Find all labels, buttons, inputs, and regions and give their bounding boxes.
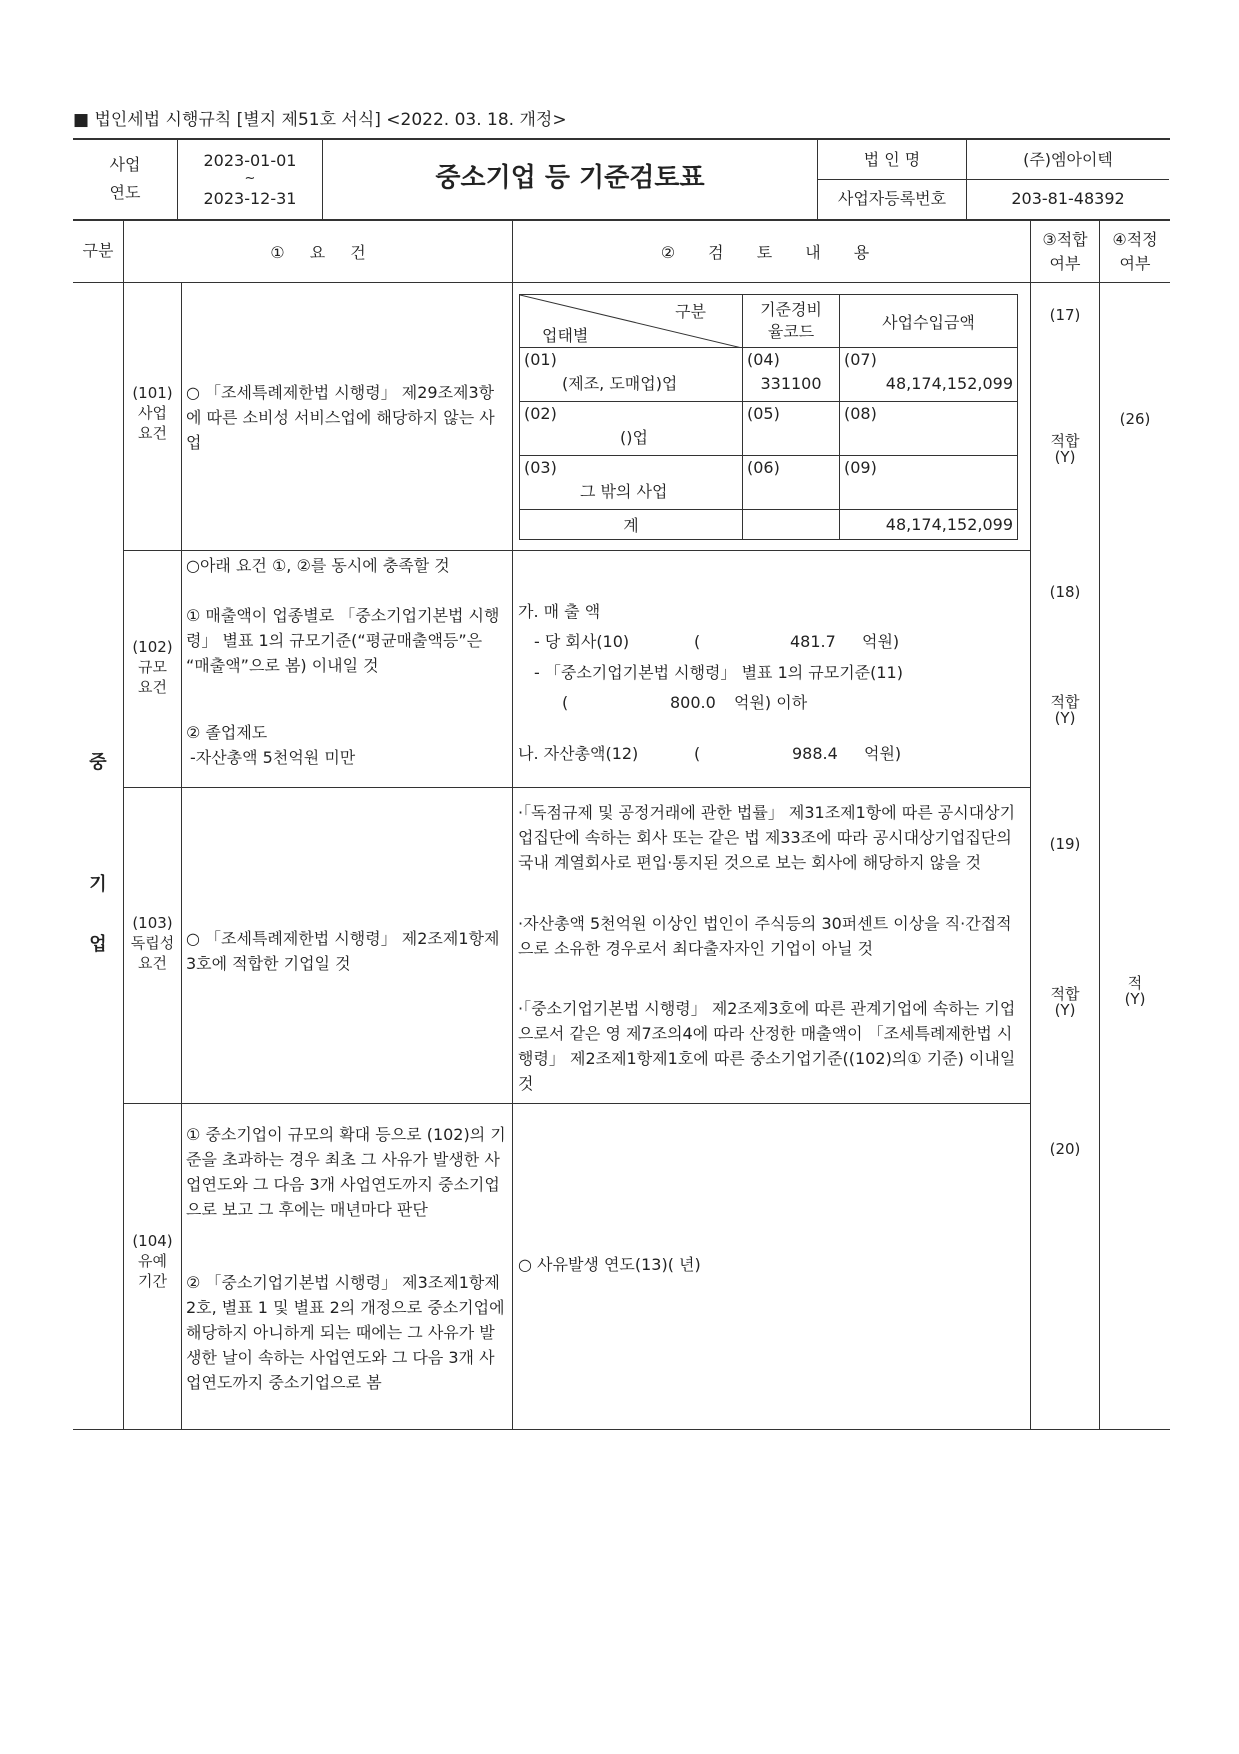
col-fit3-a: ③적합 [1042,230,1088,249]
col-fit3-b: 여부 [1049,254,1081,273]
code-no: (05) [747,404,780,423]
row-no: (03) [524,458,557,477]
row101-name-1: 사업 [138,404,167,422]
row102-code: (102) [132,638,173,656]
side-label-2: 기 [89,874,107,895]
row102-fit-y: (Y) [1054,709,1076,727]
row104-fit-code: (20) [1049,1140,1081,1158]
row102-req-2: ① 매출액이 업종별로 「중소기업기본법 시행령」 별표 1의 규모기준(“평균매출액등”은 “매출액”으로 봄) 이내일 것 [186,606,500,675]
row103-rev-3: ·「중소기업기본법 시행령」 제2조제3호에 따른 관계기업에 속하는 기업으로서 같은 영 제7조의4에 따라 산정한 매출액이 「조세특례제한법 시행령」 제2조제1항제1호에 따른 중소기업기준((102)의① 기준) 이내일 것 [518,999,1016,1093]
rule [73,219,1170,221]
row102-rev-4b: 800.0 [670,693,716,712]
row101-fit-y: (Y) [1054,448,1076,466]
row102-rev-4a: ( [562,693,569,712]
industry-table-upte: 업태별 [542,326,589,345]
row102-name-1: 규모 [138,658,167,676]
form-header-note: ■ 법인세법 시행규칙 [별지 제51호 서식] <2022. 03. 18. 개정> [73,110,567,130]
row103-name-2: 요건 [138,954,167,972]
amt-no: (08) [844,404,877,423]
reg-no: 203-81-48392 [1011,189,1125,208]
col4-fit: 적 [1127,974,1143,992]
col4-code: (26) [1119,410,1151,428]
table-total-row [520,510,1018,540]
row104-code: (104) [132,1232,173,1250]
industry-table-corner [520,295,743,348]
row102-rev-2d: 억원) [862,632,900,651]
row102-rev-3: - 「중소기업기본법 시행령」 별표 1의 규모기준(11) [534,663,903,682]
table-cell [520,456,743,510]
code-no: (06) [747,458,780,477]
row103-code: (103) [132,914,173,932]
row101-requirement: ○ 「조세특례제한법 시행령」 제29조제3항에 따른 소비성 서비스업에 해당하지 않는 사업 [186,383,495,452]
row102-rev-1: 가. 매 출 액 [518,602,601,621]
row-name: 그 밖의 사업 [580,482,668,501]
reg-no-label: 사업자등록번호 [837,189,947,208]
divider [512,220,513,1430]
row102-fit-code: (18) [1049,583,1081,601]
row102-rev-5a: 나. 자산총액(12) [518,744,639,763]
row-name: (제조, 도매업)업 [562,374,678,393]
divider [181,283,182,1430]
col-fit4-b: 여부 [1119,254,1151,273]
row103-fit-code: (19) [1049,835,1081,853]
rule [123,550,1031,551]
year-label-2: 연도 [109,183,141,202]
rule [123,1103,1031,1104]
table-cell [520,348,743,402]
row103-requirement: ○ 「조세특례제한법 시행령」 제2조제1항제3호에 적합한 기업일 것 [186,929,500,973]
page-title: 중소기업 등 기준검토표 [435,163,705,193]
total-label: 계 [520,510,743,540]
table-cell [840,348,1018,402]
row102-rev-2b: ( [694,632,701,651]
rule [73,138,1170,140]
row103-fit: 적합 [1050,985,1080,1003]
table-row [520,456,1018,510]
row101-name-2: 요건 [138,424,167,442]
divider [1030,220,1031,1430]
col-requirement: ① 요 건 [270,243,366,262]
row102-req-1: ○아래 요건 ①, ②를 동시에 충족할 것 [186,556,450,575]
row102-fit: 적합 [1050,693,1080,711]
row104-req-2: ② 「중소기업기본법 시행령」 제3조제1항제2호, 별표 1 및 별표 2의 개정으로 중소기업에 해당하지 아니하게 되는 때에는 그 사유가 발생한 날이 속하는 사업연도와 그 다음 3개 사업연도까지 중소기업으로 봄 [186,1273,505,1392]
col-fit4-a: ④적정 [1112,230,1158,249]
row-no: (02) [524,404,557,423]
period-tilde: ~ [244,171,256,186]
table-row [520,348,1018,402]
row102-rev-2a: - 당 회사(10) [534,632,630,651]
side-label-1: 중 [89,752,107,773]
divider [1099,220,1100,1430]
year-label-1: 사업 [109,155,141,174]
row104-review: ○ 사유발생 연도(13)( 년) [518,1255,701,1274]
industry-table-code-header [743,295,840,348]
industry-table-gubun: 구분 [675,302,706,321]
row104-name-2: 기간 [138,1272,167,1290]
table-cell [743,348,840,402]
row102-rev-4c: 억원) 이하 [734,693,808,712]
amt-no: (07) [844,350,877,369]
row103-rev-1: ·「독점규제 및 공정거래에 관한 법률」 제31조제1항에 따른 공시대상기업집단에 속하는 회사 또는 같은 법 제33조에 따라 공시대상기업집단의 국내 계열회사로 편입·통지된 것으로 보는 회사에 해당하지 않을 것 [518,803,1016,872]
row104-req-1: ① 중소기업이 규모의 확대 등으로 (102)의 기준을 초과하는 경우 최초 그 사유가 발생한 사업연도와 그 다음 3개 사업연도까지 중소기업으로 보고 그 후에는 매년마다 판단 [186,1125,506,1219]
row103-rev-2: ·자산총액 5천억원 이상인 법인이 주식등의 30퍼센트 이상을 직·간접적으로 소유한 경우로서 최다출자자인 기업이 아닐 것 [518,914,1012,958]
table-row [520,402,1018,456]
code-header-1: 기준경비 [760,300,822,319]
row104-name-1: 유예 [138,1252,167,1270]
code-no: (04) [747,350,780,369]
amt-value: 48,174,152,099 [885,374,1013,393]
row103-fit-y: (Y) [1054,1001,1076,1019]
side-label-3: 업 [89,934,107,955]
row-name: ()업 [620,428,648,447]
row101-code: (101) [132,384,173,402]
col4-fit-y: (Y) [1124,990,1146,1008]
code-header-2: 율코드 [767,322,815,341]
row103-name-1: 독립성 [130,934,175,952]
row102-rev-2c: 481.7 [790,632,836,651]
row102-name-2: 요건 [138,678,167,696]
amt-no: (09) [844,458,877,477]
rule [73,1429,1170,1430]
table-cell [840,402,1018,456]
corp-name-label: 법 인 명 [863,150,921,169]
row-no: (01) [524,350,557,369]
period-end: 2023-12-31 [203,189,297,208]
row102-rev-5b: ( [694,744,701,763]
table-cell [520,402,743,456]
row101-fit-code: (17) [1049,306,1081,324]
col-category: 구분 [82,241,114,260]
corp-name: (주)엠아이텍 [1023,150,1113,169]
table-cell [840,456,1018,510]
table-cell [743,456,840,510]
row102-req-4: -자산총액 5천억원 미만 [190,748,356,767]
row101-fit: 적합 [1050,432,1080,450]
rule [817,179,1169,180]
col-review: ② 검 토 내 용 [660,243,884,262]
code-value: 331100 [760,374,822,393]
period-start: 2023-01-01 [203,151,297,170]
industry-table [519,294,1018,540]
table-cell [743,510,840,540]
row102-rev-5d: 억원) [864,744,902,763]
total-amount: 48,174,152,099 [840,510,1018,540]
row102-req-3: ② 졸업제도 [186,723,268,742]
rule [123,787,1031,788]
row102-rev-5c: 988.4 [792,744,838,763]
rule [73,282,1170,283]
industry-table-amount-header: 사업수입금액 [840,295,1018,348]
table-cell [743,402,840,456]
